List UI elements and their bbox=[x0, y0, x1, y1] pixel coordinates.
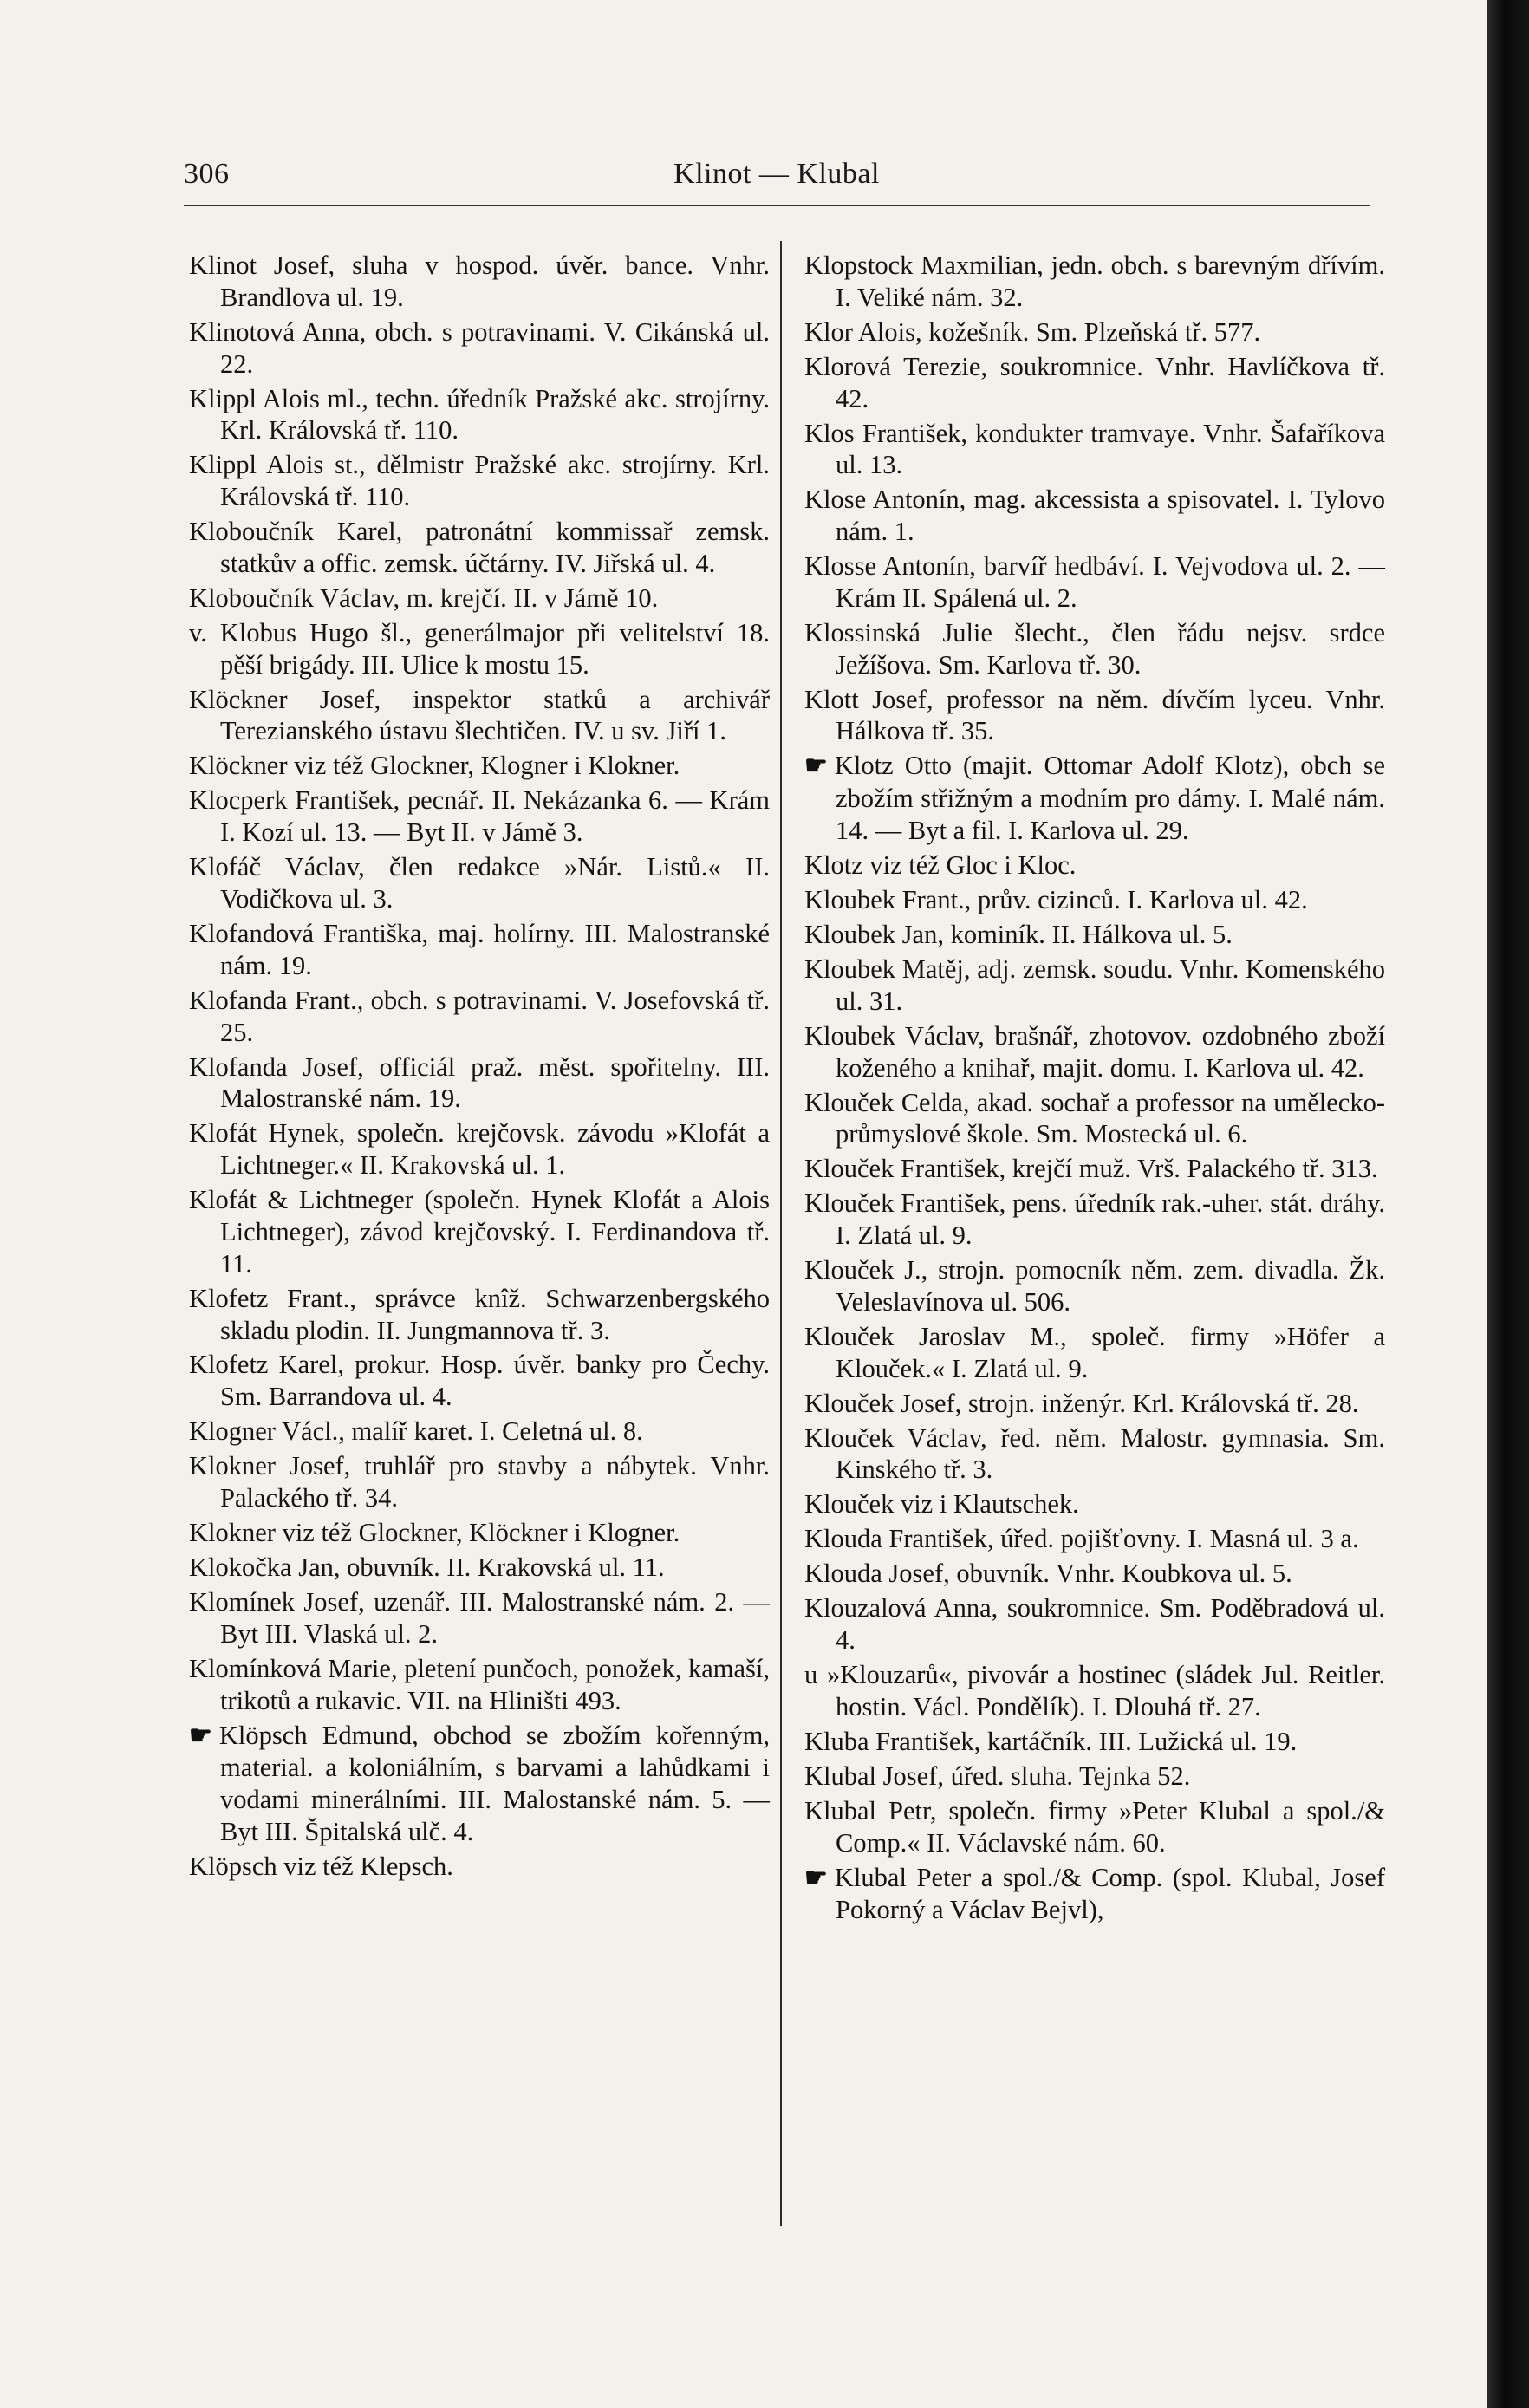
directory-entry: Kloboučník Václav, m. krejčí. II. v Jámě 10. bbox=[189, 582, 659, 613]
directory-entry: Klossinská Julie šlecht., člen řádu nejsv. srdce Ježíšova. Sm. Karlova tř. 30. bbox=[804, 617, 1385, 680]
directory-entry: Klouček Josef, strojn. inženýr. Krl. Královská tř. 28. bbox=[804, 1388, 1359, 1418]
directory-entry: Klofát & Lichtneger (společn. Hynek Klofát a Alois Lichtneger), závod krejčovský. I. Ferdinandova tř. 11. bbox=[189, 1185, 770, 1279]
directory-entry: Klomínek Josef, uzenář. III. Malostranské nám. 2. — Byt III. Vlaská ul. 2. bbox=[189, 1587, 770, 1649]
directory-entry: v. Klobus Hugo šl., generálmajor při velitelství 18. pěší brigády. III. Ulice k mostu 15. bbox=[189, 617, 770, 680]
directory-entry: Klouček viz i Klautschek. bbox=[804, 1489, 1079, 1520]
directory-entry: Klouček Václav, řed. něm. Malostr. gymnasia. Sm. Kinského tř. 3. bbox=[804, 1422, 1385, 1485]
directory-entry: Klinot Josef, sluha v hospod. úvěr. bance. Vnhr. Brandlova ul. 19. bbox=[189, 251, 770, 312]
scan-edge-shadow bbox=[1487, 0, 1529, 2408]
directory-entry: Klöckner Josef, inspektor statků a archivář Terezianského ústavu šlechtičen. IV. u sv. Jiří 1. bbox=[189, 684, 770, 746]
left-column bbox=[189, 250, 770, 1885]
directory-entry: Klorová Terezie, soukromnice. Vnhr. Havlíčkova tř. 42. bbox=[804, 351, 1385, 413]
directory-entry: Klouček Jaroslav M., společ. firmy »Höfer a Klouček.« I. Zlatá ul. 9. bbox=[804, 1321, 1385, 1383]
directory-entry: Klocperk František, pecnář. II. Nekázanka 6. — Krám I. Kozí ul. 13. — Byt II. v Jámě 3. bbox=[189, 785, 770, 848]
directory-entry: Klouček J., strojn. pomocník něm. zem. divadla. Žk. Veleslavínova ul. 506. bbox=[804, 1255, 1385, 1317]
directory-entry bbox=[804, 1862, 1385, 1927]
directory-entry: Klokner viz též Glockner, Klöckner i Klogner. bbox=[189, 1518, 680, 1548]
directory-entry: Klouček František, pens. úředník rak.-uher. stát. dráhy. I. Zlatá ul. 9. bbox=[804, 1188, 1385, 1251]
directory-entry: Klogner Václ., malíř karet. I. Celetná ul. 8. bbox=[189, 1416, 643, 1447]
directory-entry: Kloubek Jan, kominík. II. Hálkova ul. 5. bbox=[804, 920, 1233, 949]
directory-entry: u »Klouzarů«, pivovár a hostinec (sládek Jul. Reitler. hostin. Václ. Pondělík). I. Dlouhá tř. 27. bbox=[804, 1660, 1385, 1721]
right-column bbox=[804, 250, 1385, 1929]
directory-entry: Klokočka Jan, obuvník. II. Krakovská ul. 11. bbox=[189, 1552, 665, 1583]
column-divider bbox=[780, 241, 782, 2226]
directory-entry: Klouda František, úřed. pojišťovny. I. Masná ul. 3 a. bbox=[804, 1524, 1359, 1554]
directory-entry: Klomínková Marie, pletení punčoch, ponožek, kamaší, trikotů a rukavic. VII. na Hliništi 493. bbox=[189, 1653, 770, 1715]
directory-entry: Klos František, kondukter tramvaye. Vnhr. Šafaříkova ul. 13. bbox=[804, 418, 1385, 480]
header-rule bbox=[184, 205, 1370, 206]
directory-entry: Klose Antonín, mag. akcessista a spisovatel. I. Tylovo nám. 1. bbox=[804, 485, 1385, 547]
directory-entry: Klosse Antonín, barvíř hedbáví. I. Vejvodova ul. 2. — Krám II. Spálená ul. 2. bbox=[804, 551, 1385, 613]
entry-text: Klotz Otto (majit. Ottomar Adolf Klotz), obch se zbožím střižným a modním pro dámy. I. Malé nám. 14. — Byt a fil. I. Karlova ul. 29. bbox=[834, 751, 1385, 846]
directory-entry: Klippl Alois ml., techn. úředník Pražské akc. strojírny. Krl. Královská tř. 110. bbox=[189, 383, 770, 446]
directory-entry: Klofanda Frant., obch. s potravinami. V. Josefovská tř. 25. bbox=[189, 985, 770, 1047]
directory-entry: Kloubek Matěj, adj. zemsk. soudu. Vnhr. Komenského ul. 31. bbox=[804, 953, 1385, 1016]
directory-entry: Kloubek Frant., prův. cizinců. I. Karlova ul. 42. bbox=[804, 885, 1308, 915]
directory-entry: Klouda Josef, obuvník. Vnhr. Koubkova ul. 5. bbox=[804, 1559, 1292, 1589]
directory-entry: Klöckner viz též Glockner, Klogner i Klokner. bbox=[189, 751, 680, 781]
directory-entry: Klouzalová Anna, soukromnice. Sm. Poděbradová ul. 4. bbox=[804, 1593, 1385, 1656]
pointing-hand-icon: ☛ bbox=[189, 1721, 212, 1750]
directory-entry: Klouček Celda, akad. sochař a professor na umělecko-průmyslové škole. Sm. Mostecká ul. 6. bbox=[804, 1087, 1385, 1149]
directory-entry: Klippl Alois st., dělmistr Pražské akc. strojírny. Krl. Královská tř. 110. bbox=[189, 450, 770, 512]
directory-entry: Kloubek Václav, brašnář, zhotovov. ozdobného zboží koženého a knihař, majit. domu. I. Karlova ul. 42. bbox=[804, 1020, 1385, 1083]
running-title: Klinot — Klubal bbox=[673, 158, 880, 190]
directory-entry: Kloboučník Karel, patronátní kommissař zemsk. statkův a offic. zemsk. účtárny. IV. Jiřská ul. 4. bbox=[189, 517, 770, 578]
directory-entry: Klofát Hynek, společn. krejčovsk. závodu »Klofát a Lichtneger.« II. Krakovská ul. 1. bbox=[189, 1118, 770, 1181]
directory-entry bbox=[189, 1720, 770, 1848]
directory-entry: Klofáč Václav, člen redakce »Nár. Listů.« II. Vodičkova ul. 3. bbox=[189, 852, 770, 914]
directory-entry bbox=[804, 750, 1385, 846]
page-header bbox=[184, 158, 1370, 203]
directory-entry: Klott Josef, professor na něm. dívčím lyceu. Vnhr. Hálkova tř. 35. bbox=[804, 684, 1385, 746]
pointing-hand-icon: ☛ bbox=[804, 752, 828, 781]
directory-entry: Klubal Petr, společn. firmy »Peter Klubal a spol./& Comp.« II. Václavské nám. 60. bbox=[804, 1795, 1385, 1858]
pointing-hand-icon: ☛ bbox=[804, 1863, 828, 1892]
directory-entry: Klofetz Frant., správce knîž. Schwarzenbergského skladu plodin. II. Jungmannova tř. 3. bbox=[189, 1283, 770, 1345]
directory-entry: Klotz viz též Gloc i Kloc. bbox=[804, 850, 1077, 881]
directory-entry: Klofetz Karel, prokur. Hosp. úvěr. banky pro Čechy. Sm. Barrandova ul. 4. bbox=[189, 1350, 770, 1412]
directory-entry: Klopstock Maxmilian, jedn. obch. s barevným dřívím. I. Veliké nám. 32. bbox=[804, 251, 1385, 312]
entry-text: Klöpsch Edmund, obchod se zbožím kořenným, material. a koloniálním, s barvami a lahůdkami i vodami minerálními. III. Malostanské nám. 5. — Byt III. Špitalská ulč. 4. bbox=[218, 1720, 770, 1846]
directory-entry: Klokner Josef, truhlář pro stavby a nábytek. Vnhr. Palackého tř. 34. bbox=[189, 1451, 770, 1513]
page-number: 306 bbox=[184, 158, 230, 190]
directory-entry: Klofanda Josef, officiál praž. měst. spořitelny. III. Malostranské nám. 19. bbox=[189, 1051, 770, 1114]
directory-entry: Klor Alois, kožešník. Sm. Plzeňská tř. 577. bbox=[804, 316, 1261, 347]
directory-entry: Klubal Josef, úřed. sluha. Tejnka 52. bbox=[804, 1760, 1191, 1791]
entry-text: Klubal Peter a spol./& Comp. (spol. Klubal, Josef Pokorný a Václav Bejvl), bbox=[834, 1862, 1385, 1925]
directory-entry: Klinotová Anna, obch. s potravinami. V. Cikánská ul. 22. bbox=[189, 316, 770, 379]
directory-entry: Klofandová Františka, maj. holírny. III. Malostranské nám. 19. bbox=[189, 919, 770, 980]
directory-entry: Klouček František, krejčí muž. Vrš. Palackého tř. 313. bbox=[804, 1154, 1378, 1184]
directory-entry: Klöpsch viz též Klepsch. bbox=[189, 1851, 453, 1881]
directory-entry: Kluba František, kartáčník. III. Lužická ul. 19. bbox=[804, 1726, 1298, 1756]
